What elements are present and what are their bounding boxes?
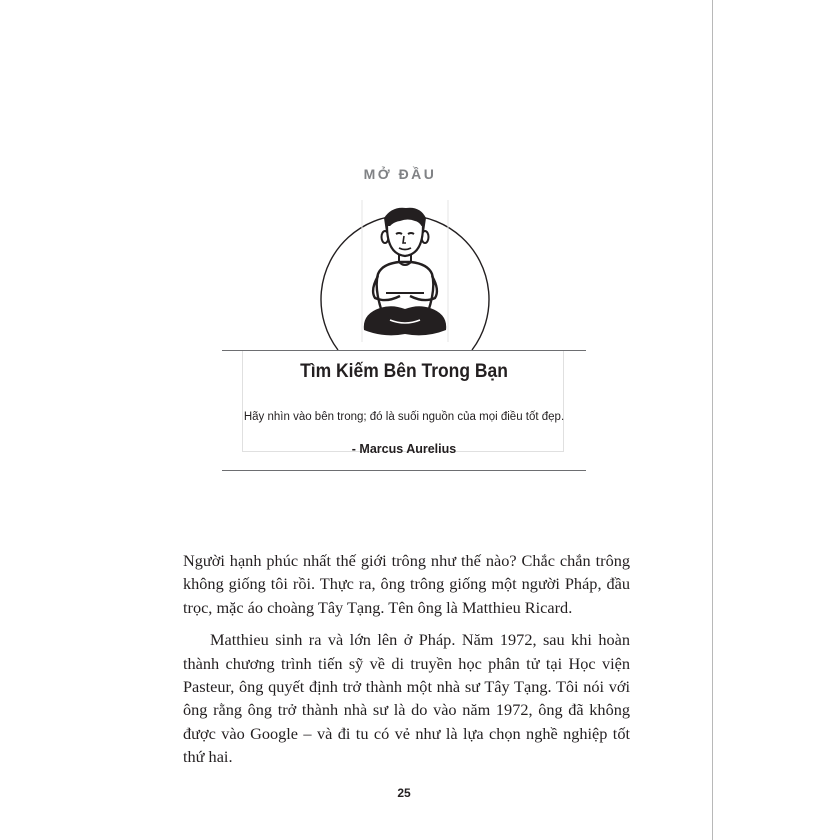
chapter-title: Tìm Kiếm Bên Trong Bạn (300, 361, 508, 382)
page-edge-line (712, 0, 713, 840)
epigraph-quote: Hãy nhìn vào bên trong; đó là suối nguồn của mọi điều tốt đẹp. (243, 411, 565, 423)
body-paragraph: Matthieu sinh ra và lớn lên ở Pháp. Năm 1972, sau khi hoàn thành chương trình tiến sỹ về di truyền học phân tử tại Học viện Pasteur, ông quyết định trở thành một nhà sư Tây Tạng. Tôi nói với ông rằng ông trở thành nhà sư là do vào năm 1972, ông đã không được vào Google – và đi tu có vẻ như là lựa chọn nghề nghiệp tốt thứ hai. (183, 630, 630, 767)
bottom-rule (222, 470, 586, 471)
body-text (183, 549, 630, 769)
page-number: 25 (397, 786, 411, 800)
meditating-man-icon (320, 192, 490, 352)
body-paragraph: Người hạnh phúc nhất thế giới trông như thế nào? Chắc chắn trông không giống tôi rồi. Thực ra, ông trông giống một người Pháp, đầu trọc, mặc áo choàng Tây Tạng. Tên ông là Matthieu Ricard. (183, 551, 630, 617)
chapter-label: MỞ ĐẦU (363, 166, 437, 182)
epigraph-attribution: - Marcus Aurelius (351, 442, 457, 456)
